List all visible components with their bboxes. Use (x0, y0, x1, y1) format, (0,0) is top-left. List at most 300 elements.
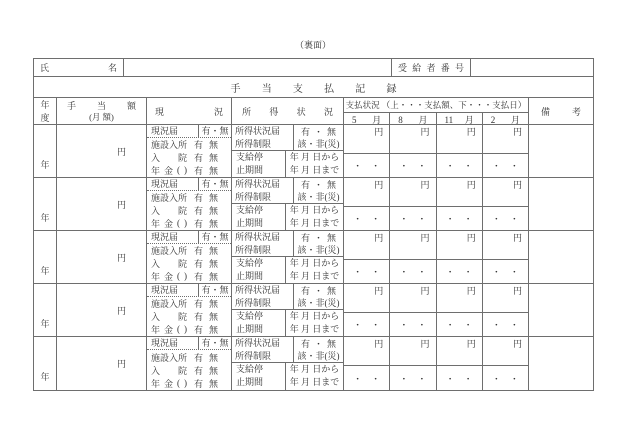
genkyo-row-hospital (151, 364, 231, 376)
yen-unit: 円 (420, 286, 430, 296)
payment-date[interactable]: ・ ・ (491, 214, 519, 224)
row-label: 年 金 ( ) (151, 165, 187, 176)
payment-date[interactable]: ・ ・ (353, 267, 381, 277)
row-label: 入 院 (151, 365, 187, 376)
payment-date[interactable]: ・ ・ (445, 373, 473, 384)
no-choice[interactable]: 無 (208, 218, 218, 229)
header-allowance-label: 手 当 額 (67, 101, 136, 111)
month-unit: 月 (510, 115, 520, 125)
genkyo-row-hospital (151, 152, 231, 164)
yen-unit: 円 (466, 180, 476, 190)
year-suffix: 年 (40, 319, 50, 329)
payment-amount[interactable] (390, 178, 435, 207)
payment-columns (343, 231, 528, 283)
income-labels (232, 284, 294, 309)
notes-cell[interactable] (528, 284, 593, 336)
suspension-label-line1: 支給停 (236, 205, 264, 215)
income-limit-label: 所得制限 (235, 297, 272, 308)
record-block-3 (34, 231, 593, 284)
yen-unit: 円 (512, 233, 522, 243)
income-status-cell (231, 125, 343, 177)
title-row (34, 77, 593, 98)
yen-unit: 円 (466, 127, 476, 137)
payment-date[interactable]: ・ ・ (399, 373, 427, 384)
suspension-period (232, 363, 343, 390)
yen-unit: 円 (420, 180, 430, 190)
genkyo-report-row (147, 337, 231, 350)
genkyo-report-row (147, 284, 231, 297)
payment-cell-month2 (482, 125, 528, 177)
payment-cell-month2 (482, 178, 528, 230)
recipient-number-input-area[interactable] (471, 59, 593, 76)
yen-unit: 円 (420, 339, 430, 349)
income-limit-label: 所得制限 (235, 138, 272, 149)
year-cell[interactable] (34, 178, 56, 230)
income-labels (232, 125, 294, 150)
payment-amount[interactable] (390, 284, 435, 313)
genkyo-report-label: 現況届 (147, 178, 199, 190)
payment-date[interactable]: ・ ・ (399, 320, 427, 330)
income-status-cell (231, 178, 343, 230)
record-block-4 (34, 284, 593, 337)
suspension-period (232, 151, 343, 177)
payment-amount[interactable] (483, 178, 528, 207)
no-choice[interactable]: 無 (208, 378, 218, 389)
payment-date[interactable]: ・ ・ (353, 161, 381, 171)
payment-amount[interactable] (483, 231, 528, 260)
genkyo-report-row (147, 178, 231, 191)
genkyo-report-label: 現況届 (147, 337, 199, 349)
genkyo-report-choice[interactable]: 有・無 (201, 126, 229, 136)
payment-cell-month5 (344, 284, 389, 336)
row-label: 施 設 入 所 (151, 299, 188, 310)
row-label: 年 金 ( ) (151, 324, 187, 335)
income-top (232, 231, 343, 257)
payment-date[interactable]: ・ ・ (491, 320, 519, 330)
genkyo-row-facility (151, 298, 231, 310)
yes-choice[interactable]: 有 (193, 246, 203, 257)
payment-cell-month5 (344, 231, 389, 283)
payment-date[interactable]: ・ ・ (353, 320, 381, 330)
suspension-to[interactable]: 年 月 日まで (289, 376, 340, 387)
notes-cell[interactable] (528, 231, 593, 283)
yes-choice[interactable]: 有 (193, 312, 203, 322)
no-choice[interactable]: 無 (208, 165, 218, 176)
allowance-amount-cell[interactable] (56, 231, 146, 283)
income-limit-choice[interactable]: 該・非(災) (297, 297, 340, 308)
income-top (232, 125, 343, 151)
payment-amount[interactable] (344, 231, 389, 260)
current-status-cell (146, 178, 231, 230)
payment-date[interactable]: ・ ・ (353, 373, 381, 384)
suspension-from[interactable]: 年 月 日から (289, 311, 340, 321)
recipient-number-label: 受 給 者 番 号 (391, 59, 471, 76)
yes-choice[interactable]: 有 (193, 165, 203, 176)
suspension-from[interactable]: 年 月 日から (289, 152, 340, 162)
suspension-period (232, 257, 343, 283)
no-choice[interactable]: 無 (208, 312, 218, 322)
suspension-dates[interactable] (286, 310, 343, 336)
suspension-dates[interactable] (286, 151, 343, 177)
row-label: 施 設 入 所 (151, 140, 188, 151)
payment-date[interactable]: ・ ・ (445, 161, 473, 171)
row-label: 入 院 (151, 312, 187, 322)
payment-date[interactable]: ・ ・ (491, 373, 519, 384)
current-status-cell (146, 231, 231, 283)
yen-unit: 円 (512, 127, 522, 137)
payment-amount[interactable] (437, 231, 482, 260)
row-label: 入 院 (151, 153, 187, 163)
row-label: 年 金 ( ) (151, 378, 187, 389)
payment-date[interactable]: ・ ・ (399, 214, 427, 224)
yen-unit: 円 (466, 286, 476, 296)
no-choice[interactable]: 無 (208, 259, 218, 269)
genkyo-report-label: 現況届 (147, 231, 199, 243)
payment-amount[interactable] (483, 337, 528, 366)
suspension-label-line2: 止期間 (236, 323, 264, 334)
suspension-to[interactable]: 年 月 日まで (289, 164, 340, 175)
genkyo-row-hospital (151, 311, 231, 323)
year-suffix: 年 (40, 213, 50, 223)
current-status-cell (146, 337, 231, 390)
yes-choice[interactable]: 有 (193, 324, 203, 335)
year-cell[interactable] (34, 337, 56, 390)
genkyo-report-choice[interactable]: 有・無 (201, 285, 229, 295)
month-number: 11 (444, 114, 454, 125)
genkyo-report-row (147, 125, 231, 138)
yes-choice[interactable]: 有 (193, 271, 203, 282)
payment-cell-month2 (482, 284, 528, 336)
payment-date[interactable]: ・ ・ (399, 267, 427, 277)
payment-cell-month11 (436, 284, 482, 336)
income-status-cell (231, 284, 343, 336)
yes-choice[interactable]: 有 (193, 153, 203, 163)
payment-columns (343, 125, 528, 177)
no-choice[interactable]: 無 (208, 365, 218, 376)
income-limit-label: 所得制限 (235, 350, 272, 361)
genkyo-row-facility (151, 351, 231, 363)
current-status-cell (146, 284, 231, 336)
income-report-choice[interactable]: 有 ・ 無 (301, 285, 336, 296)
income-limit-choice[interactable]: 該・非(災) (297, 138, 340, 149)
income-limit-label: 所得制限 (235, 244, 272, 255)
suspension-dates[interactable] (286, 257, 343, 283)
genkyo-report-label: 現況届 (147, 284, 199, 296)
year-suffix: 年 (40, 372, 50, 382)
genkyo-detail-rows (147, 350, 231, 390)
header-allowance (56, 98, 146, 124)
yen-unit: 円 (466, 233, 476, 243)
income-report-label: 所得状況届 (235, 126, 281, 136)
genkyo-report-choice[interactable]: 有・無 (201, 179, 229, 189)
suspension-label (232, 257, 286, 283)
payment-cell-month11 (436, 125, 482, 177)
month-unit: 月 (372, 115, 382, 125)
yes-choice[interactable]: 有 (193, 193, 203, 204)
genkyo-report-choice[interactable]: 有・無 (201, 338, 229, 348)
allowance-amount-cell[interactable] (56, 125, 146, 177)
suspension-to[interactable]: 年 月 日まで (289, 270, 340, 281)
income-limit-choice[interactable]: 該・非(災) (297, 191, 340, 202)
row-label: 施 設 入 所 (151, 352, 188, 363)
income-top (232, 178, 343, 204)
allowance-amount-cell[interactable] (56, 337, 146, 390)
suspension-from[interactable]: 年 月 日から (289, 364, 340, 374)
year-cell[interactable] (34, 231, 56, 283)
suspension-period (232, 310, 343, 336)
month-number: 2 (490, 114, 496, 125)
yen-unit: 円 (116, 146, 126, 157)
suspension-label-line2: 止期間 (236, 164, 264, 175)
payment-columns (343, 284, 528, 336)
suspension-label-line2: 止期間 (236, 217, 264, 228)
suspension-period (232, 204, 343, 230)
payment-cell-month11 (436, 178, 482, 230)
income-labels (232, 178, 294, 203)
income-report-choice[interactable]: 有 ・ 無 (301, 338, 336, 349)
no-choice[interactable]: 無 (208, 324, 218, 335)
payment-cell-month8 (389, 284, 435, 336)
suspension-label-line1: 支給停 (236, 364, 264, 374)
yes-choice[interactable]: 有 (193, 352, 203, 363)
genkyo-row-facility (151, 192, 231, 204)
year-suffix: 年 (40, 160, 50, 170)
payment-amount[interactable] (437, 178, 482, 207)
table-header (34, 98, 593, 125)
income-labels (232, 231, 294, 256)
header-income-status: 所 得 状 況 (231, 98, 343, 124)
suspension-dates[interactable] (286, 363, 343, 390)
payment-cell-month5 (344, 337, 389, 390)
suspension-label (232, 151, 286, 177)
payment-date[interactable]: ・ ・ (445, 214, 473, 224)
yen-unit: 円 (374, 127, 384, 137)
header-payment-status (343, 98, 528, 124)
genkyo-row-hospital (151, 258, 231, 270)
record-block-1 (34, 125, 593, 178)
suspension-dates[interactable] (286, 204, 343, 230)
genkyo-detail-rows (147, 297, 231, 336)
payment-amount[interactable] (344, 284, 389, 313)
record-block-2 (34, 178, 593, 231)
payment-amount[interactable] (344, 178, 389, 207)
income-report-label: 所得状況届 (235, 338, 281, 348)
row-label: 年 金 ( ) (151, 271, 187, 282)
header-current-status: 現 況 (146, 98, 231, 124)
genkyo-report-choice[interactable]: 有・無 (201, 232, 229, 242)
payment-cell-month2 (482, 231, 528, 283)
income-values (294, 231, 343, 256)
genkyo-row-pension (151, 164, 231, 176)
suspension-label-line1: 支給停 (236, 258, 264, 268)
header-year: 年 度 (40, 100, 50, 123)
suspension-label-line2: 止期間 (236, 270, 264, 281)
income-report-choice[interactable]: 有 ・ 無 (301, 179, 336, 190)
yen-unit: 円 (374, 339, 384, 349)
income-report-label: 所得状況届 (235, 179, 281, 189)
payment-date[interactable]: ・ ・ (399, 161, 427, 171)
yes-choice[interactable]: 有 (193, 140, 203, 151)
year-suffix: 年 (40, 266, 50, 276)
no-choice[interactable]: 無 (208, 206, 218, 216)
income-top (232, 284, 343, 310)
suspension-label (232, 363, 286, 390)
yen-unit: 円 (374, 286, 384, 296)
payment-date[interactable]: ・ ・ (491, 161, 519, 171)
suspension-to[interactable]: 年 月 日まで (289, 217, 340, 228)
genkyo-detail-rows (147, 138, 231, 177)
income-report-label: 所得状況届 (235, 232, 281, 242)
form-title: 手 当 支 払 記 録 (230, 83, 397, 95)
yen-unit: 円 (116, 359, 126, 369)
genkyo-report-label: 現況届 (147, 125, 199, 137)
suspension-to[interactable]: 年 月 日まで (289, 323, 340, 334)
yen-unit: 円 (512, 286, 522, 296)
income-status-cell (231, 231, 343, 283)
payment-date[interactable]: ・ ・ (353, 214, 381, 224)
payment-amount[interactable] (483, 284, 528, 313)
payment-record-table (33, 58, 594, 391)
genkyo-report-row (147, 231, 231, 244)
row-label: 入 院 (151, 259, 187, 269)
month-unit: 月 (464, 115, 474, 125)
year-cell[interactable] (34, 284, 56, 336)
month-number: 8 (398, 114, 403, 125)
genkyo-detail-rows (147, 191, 231, 230)
yes-choice[interactable]: 有 (193, 378, 203, 389)
suspension-from[interactable]: 年 月 日から (289, 258, 340, 268)
suspension-from[interactable]: 年 月 日から (289, 205, 340, 215)
suspension-label-line1: 支給停 (236, 311, 264, 321)
income-labels (232, 337, 294, 362)
payment-cell-month5 (344, 178, 389, 230)
no-choice[interactable]: 無 (208, 246, 218, 257)
no-choice[interactable]: 無 (208, 299, 218, 310)
yes-choice[interactable]: 有 (193, 218, 203, 229)
payment-amount[interactable] (344, 125, 389, 154)
payment-amount[interactable] (344, 337, 389, 366)
genkyo-row-pension (151, 377, 231, 389)
yen-unit: 円 (512, 339, 522, 349)
genkyo-row-facility (151, 245, 231, 257)
month-number: 5 (352, 114, 357, 125)
yen-unit: 円 (374, 233, 384, 243)
yes-choice[interactable]: 有 (193, 299, 203, 310)
no-choice[interactable]: 無 (208, 352, 218, 363)
payment-columns (343, 337, 528, 390)
header-allowance-sub: (月 額) (89, 111, 114, 122)
genkyo-row-facility (151, 139, 231, 151)
row-label: 施 設 入 所 (151, 193, 188, 204)
yes-choice[interactable]: 有 (193, 206, 203, 216)
yen-unit: 円 (420, 127, 430, 137)
genkyo-row-pension (151, 323, 231, 335)
payment-date[interactable]: ・ ・ (491, 267, 519, 277)
income-values (294, 125, 343, 150)
payment-amount[interactable] (437, 125, 482, 154)
yen-unit: 円 (116, 305, 126, 316)
payment-cell-month11 (436, 231, 482, 283)
income-status-cell (231, 337, 343, 390)
no-choice[interactable]: 無 (208, 193, 218, 204)
income-report-choice[interactable]: 有 ・ 無 (301, 126, 336, 137)
payment-columns (343, 178, 528, 230)
no-choice[interactable]: 無 (208, 153, 218, 163)
income-limit-choice[interactable]: 該・非(災) (297, 350, 340, 361)
yes-choice[interactable]: 有 (193, 365, 203, 376)
row-label: 施 設 入 所 (151, 246, 188, 257)
payment-cell-month8 (389, 231, 435, 283)
income-values (294, 284, 343, 309)
header-notes: 備 考 (528, 98, 593, 124)
payment-amount[interactable] (437, 284, 482, 313)
payment-date[interactable]: ・ ・ (445, 320, 473, 330)
yen-unit: 円 (116, 252, 126, 263)
record-block-5 (34, 337, 593, 390)
payment-date[interactable]: ・ ・ (445, 267, 473, 277)
yen-unit: 円 (512, 180, 522, 190)
name-label: 氏 名 (34, 59, 124, 76)
current-status-cell (146, 125, 231, 177)
allowance-amount-cell[interactable] (56, 178, 146, 230)
payment-amount[interactable] (390, 337, 435, 366)
back-side-label: （裏面） (294, 40, 331, 50)
yen-unit: 円 (420, 233, 430, 243)
income-values (294, 337, 343, 362)
payment-cell-month2 (482, 337, 528, 390)
genkyo-row-pension (151, 217, 231, 229)
yen-unit: 円 (466, 339, 476, 349)
row-label: 入 院 (151, 206, 187, 216)
income-report-label: 所得状況届 (235, 285, 281, 295)
genkyo-row-hospital (151, 205, 231, 217)
no-choice[interactable]: 無 (208, 140, 218, 151)
yen-unit: 円 (374, 180, 384, 190)
genkyo-detail-rows (147, 244, 231, 283)
year-cell[interactable] (34, 125, 56, 177)
name-row (34, 59, 593, 77)
income-limit-choice[interactable]: 該・非(災) (297, 244, 340, 255)
income-report-choice[interactable]: 有 ・ 無 (301, 232, 336, 243)
genkyo-row-pension (151, 270, 231, 282)
notes-cell[interactable] (528, 178, 593, 230)
payment-cell-month8 (389, 125, 435, 177)
name-input-area[interactable] (124, 59, 391, 76)
suspension-label-line2: 止期間 (236, 376, 264, 387)
yes-choice[interactable]: 有 (193, 259, 203, 269)
payment-cell-month8 (389, 337, 435, 390)
suspension-label (232, 310, 286, 336)
suspension-label (232, 204, 286, 230)
income-values (294, 178, 343, 203)
no-choice[interactable]: 無 (208, 271, 218, 282)
payment-amount[interactable] (390, 231, 435, 260)
notes-cell[interactable] (528, 125, 593, 177)
notes-cell[interactable] (528, 337, 593, 390)
payment-amount[interactable] (437, 337, 482, 366)
yen-unit: 円 (116, 199, 126, 210)
month-unit: 月 (418, 115, 428, 125)
income-limit-label: 所得制限 (235, 191, 272, 202)
allowance-amount-cell[interactable] (56, 284, 146, 336)
payment-amount[interactable] (483, 125, 528, 154)
payment-cell-month5 (344, 125, 389, 177)
income-top (232, 337, 343, 363)
header-payment-status-label: 支払状況 （上・・・支払額、下・・・支払日） (344, 98, 528, 113)
row-label: 年 金 ( ) (151, 218, 187, 229)
payment-amount[interactable] (390, 125, 435, 154)
suspension-label-line1: 支給停 (236, 152, 264, 162)
